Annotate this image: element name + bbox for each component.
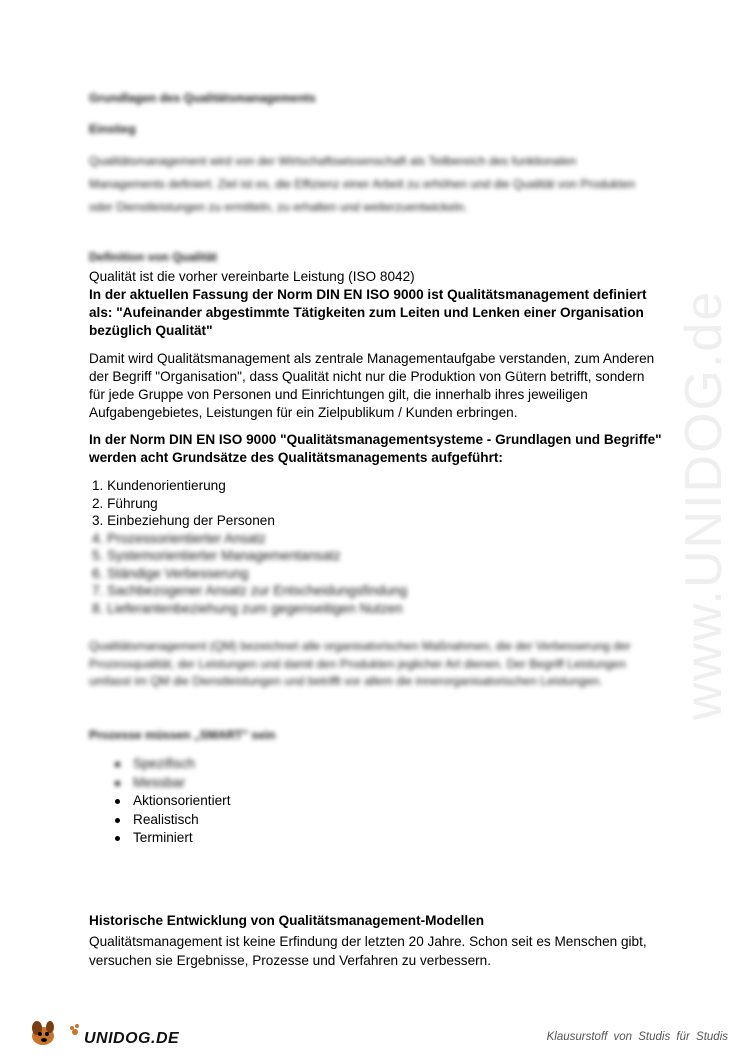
list-item: 8. Lieferantenbeziehung zum gegenseitigen Nutzen — [92, 600, 403, 616]
logo-text: UNIDOG.DE — [84, 1030, 180, 1047]
document-title: Grundlagen des Qualitätsmanagements — [89, 91, 316, 105]
definition-quote: In der aktuellen Fassung der Norm DIN EN ISO 9000 ist Qualitätsmanagement definiert als: "Aufeinander abgestimmte Tätigkeiten zum Leiten und Lenken einer Organisation bezüglich Qualität" — [89, 287, 647, 338]
list-item: 6. Ständige Verbesserung — [92, 565, 249, 581]
list-item: 7. Sachbezogener Ansatz zur Entscheidungsfindung — [92, 583, 408, 598]
list-item: 1. Kundenorientierung — [92, 478, 226, 493]
intro-text: Qualitätsmanagement wird von der Wirtschaftswissenschaft als Teilbereich des funktionalen Managements definiert. Ziel ist es, die Effizienz einer Arbeit zu erhöhen und die Qualität von Produkten oder Dienstleistungen zu ermitteln, zu erhalten und weiterzuentwickeln. — [89, 154, 636, 214]
unidog-logo — [28, 1016, 180, 1050]
list-item: 3. Einbeziehung der Personen — [92, 513, 275, 528]
list-item: Spezifisch — [113, 755, 230, 774]
list-item: Realistisch — [113, 811, 230, 830]
watermark: www.UNIDOG.de — [675, 289, 733, 721]
list-item: Messbar — [113, 774, 230, 793]
definition-line: Qualität ist die vorher vereinbarte Leistung (ISO 8042) — [89, 269, 415, 284]
principles-heading: In der Norm DIN EN ISO 9000 "Qualitätsmanagementsysteme - Grundlagen und Begriffe" werden acht Grundsätze des Qualitätsmanagements aufgeführt: — [89, 432, 662, 465]
paragraph-management: Damit wird Qualitätsmanagement als zentrale Managementaufgabe verstanden, zum Anderen der Begriff "Organisation", dass Qualität nicht nur die Produktion von Gütern betrifft, sondern für jede Gruppe von Personen und Einrichtungen gilt, die innerhalb ihres jeweiligen Aufgabengebietes, Leistungen für ein Zielpublikum / Kunden erbringen. — [89, 351, 655, 420]
footer-tagline: Klausurstoff von Studis für Studis — [546, 1031, 728, 1043]
list-item: 2. Führung — [92, 495, 158, 511]
intro-heading: Einstieg — [89, 122, 136, 136]
smart-heading: Prozesse müssen „SMART" sein — [89, 728, 276, 742]
history-heading: Historische Entwicklung von Qualitätsmanagement-Modellen — [89, 913, 485, 928]
list-item: 5. Systemorientierter Managementansatz — [92, 548, 341, 563]
definition-heading: Definition von Qualität — [89, 250, 217, 264]
principles-list — [92, 477, 407, 617]
smart-list — [113, 755, 230, 848]
dog-icon — [28, 1016, 88, 1052]
list-item: Aktionsorientiert — [113, 792, 230, 811]
history-text: Qualitätsmanagement ist keine Erfindung der letzten 20 Jahre. Schon seit es Menschen gibt, versuchen sie Ergebnisse, Prozesse und Verfahren zu verbessern. — [89, 934, 647, 968]
list-item: 4. Prozessorientierter Ansatz — [92, 530, 266, 546]
list-item: Terminiert — [113, 829, 230, 848]
qm-paragraph: Qualitätsmanagement (QM) bezeichnet alle organisatorischen Maßnahmen, die der Verbesserung der Prozessqualität, der Leistungen und damit den Produkten jeglicher Art dienen. Der Begriff Leistungen umfasst im QM die Dienstleistungen und betrifft vor allem die innerorganisatorischen Leistungen. — [89, 639, 631, 688]
